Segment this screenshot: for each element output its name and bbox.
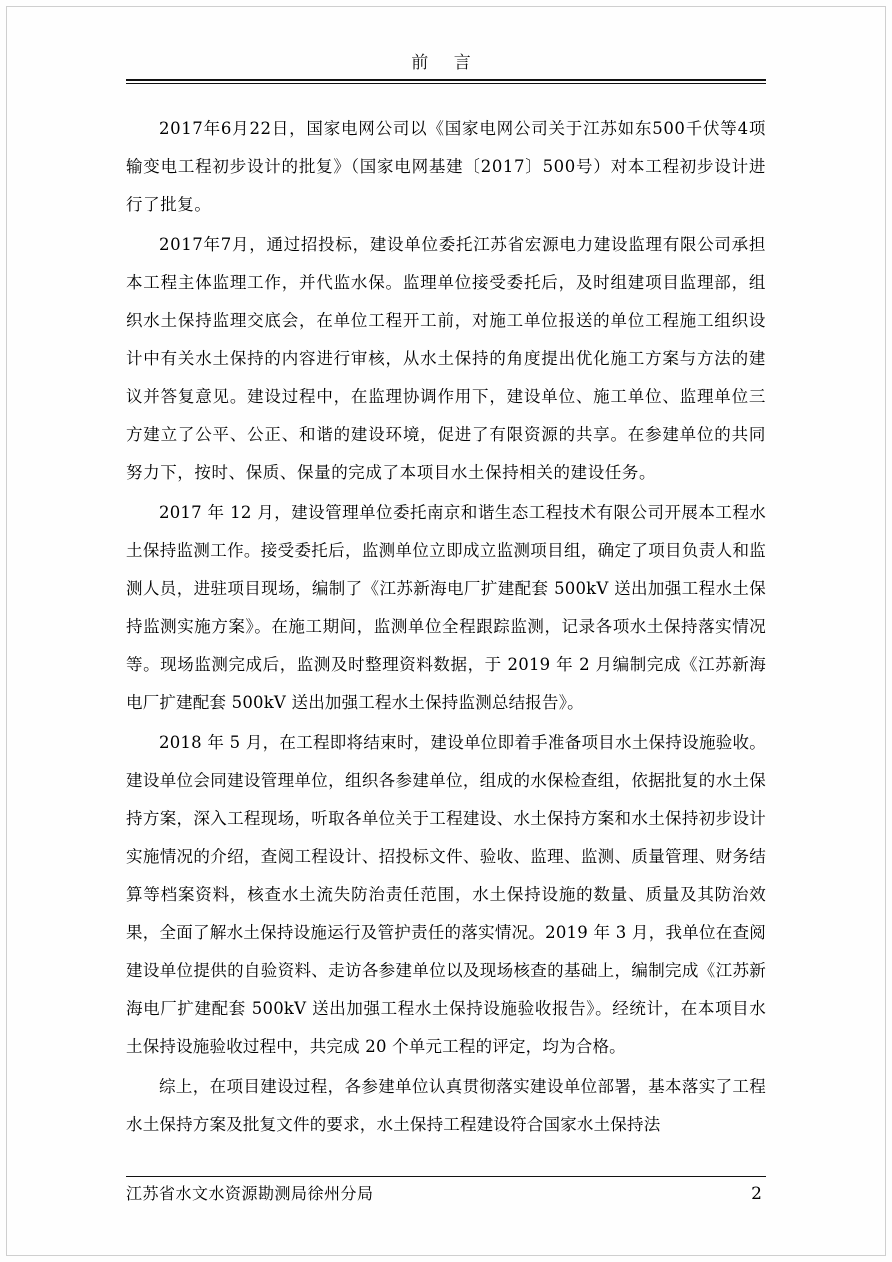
header-rule-thick	[126, 79, 766, 81]
page-content	[126, 48, 766, 1146]
paragraph-3: 2017 年 12 月，建设管理单位委托南京和谐生态工程技术有限公司开展本工程水土保持监测工作。接受委托后，监测单位立即成立监测项目组，确定了项目负责人和监测人员，进驻项目现场，编制了《江苏新海电厂扩建配套 500kV 送出加强工程水土保持监测实施方案》。在施工期间，监测单位全程跟踪监测，记录各项水土保持落实情况等。现场监测完成后，监测及时整理资料数据，于 2019 年 2 月编制完成《江苏新海电厂扩建配套 500kV 送出加强工程水土保持监测总结报告》。	[126, 503, 766, 712]
footer-rule	[126, 1176, 766, 1177]
paragraph-4: 2018 年 5 月，在工程即将结束时，建设单位即着手准备项目水土保持设施验收。建设单位会同建设管理单位，组织各参建单位，组成的水保检查组，依据批复的水土保持方案，深入工程现场，听取各单位关于工程建设、水土保持方案和水土保持初步设计实施情况的介绍，查阅工程设计、招投标文件、验收、监理、监测、质量管理、财务结算等档案资料，核查水土流失防治责任范围，水土保持设施的数量、质量及其防治效果，全面了解水土保持设施运行及管护责任的落实情况。2019 年 3 月，我单位在查阅建设单位提供的自验资料、走访各参建单位以及现场核查的基础上，编制完成《江苏新海电厂扩建配套 500kV 送出加强工程水土保持设施验收报告》。经统计，在本项目水土保持设施验收过程中，共完成 20 个单元工程的评定，均为合格。	[126, 733, 766, 1056]
paragraph-2: 2017年7月，通过招投标，建设单位委托江苏省宏源电力建设监理有限公司承担本工程主体监理工作，并代监水保。监理单位接受委托后，及时组建项目监理部，组织水土保持监理交底会，在单位工程开工前，对施工单位报送的单位工程施工组织设计中有关水土保持的内容进行审核，从水土保持的角度提出优化施工方案与方法的建议并答复意见。建设过程中，在监理协调作用下，建设单位、施工单位、监理单位三方建立了公平、公正、和谐的建设环境，促进了有限资源的共享。在参建单位的共同努力下，按时、保质、保量的完成了本项目水土保持相关的建设任务。	[126, 235, 766, 482]
paragraph-1: 2017年6月22日，国家电网公司以《国家电网公司关于江苏如东500千伏等4项输变电工程初步设计的批复》（国家电网基建〔2017〕500号）对本工程初步设计进行了批复。	[126, 119, 766, 214]
page-footer	[126, 1176, 766, 1204]
paragraph-5: 综上，在项目建设过程，各参建单位认真贯彻落实建设单位部署，基本落实了工程水土保持方案及批复文件的要求，水土保持工程建设符合国家水土保持法	[126, 1077, 766, 1134]
header-rule-thin	[126, 83, 766, 84]
page-header-title: 前 言	[411, 53, 481, 73]
footer-organization: 江苏省水文水资源勘测局徐州分局	[126, 1184, 374, 1203]
footer-page-number: 2	[751, 1184, 762, 1204]
